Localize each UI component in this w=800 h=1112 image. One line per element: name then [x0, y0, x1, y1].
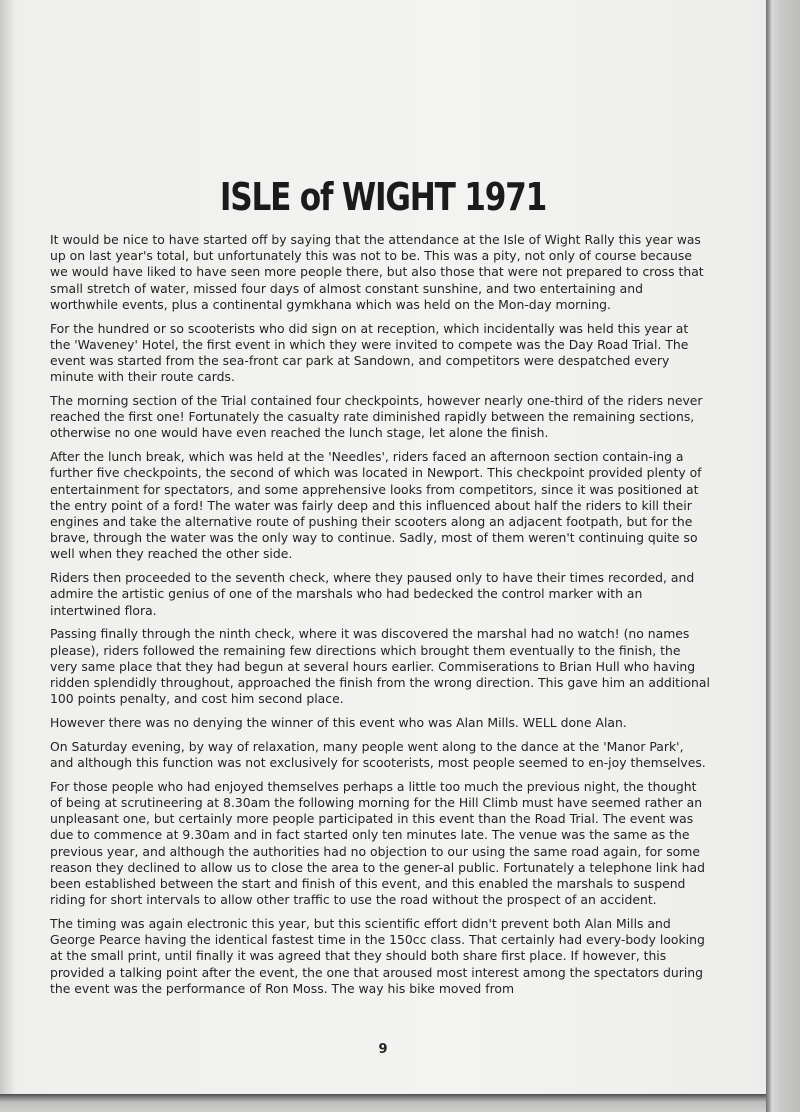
paragraph: The timing was again electronic this year, but this scientific effort didn't prevent both Alan Mills and George Pearce having the identical fastest time in the 150cc class. That certainly had every-body looking at the small print, until finally it was agreed that they should both share first place. If however, this provided a talking point after the event, the one that aroused most interest among the spectators during the event was the performance of Ron Moss. The way his bike moved from [50, 916, 705, 996]
paragraph: For those people who had enjoyed themselves perhaps a little too much the previous night, the thought of being at scrutineering at 8.30am the following morning for the Hill Climb must have seemed rather an unpleasant one, but certainly more people participated in this event than the Road Trial. The event was due to commence at 9.30am and in fact started only ten minutes late. The venue was the same as the previous year, and although the authorities had no objection to our using the same road again, for some reason they declined to allow us to close the area to the gener-al public. Fortunately a telephone link had been established between the start and finish of this event, and this enabled the marshals to suspend riding for short intervals to allow other traffic to use the road without the prospect of an accident. [50, 778, 705, 908]
article-body [50, 232, 710, 1005]
paragraph: However there was no denying the winner of this event who was Alan Mills. WELL done Alan. [50, 715, 627, 731]
article-title: ISLE of WIGHT 1971 [219, 175, 547, 220]
page-spine-shadow [0, 0, 14, 1094]
paragraph: The morning section of the Trial contained four checkpoints, however nearly one-third of the riders never reached the first one! Fortunately the casualty rate diminished rapidly between the remaining sections, otherwise no one would have even reached the lunch stage, let alone the finish. [50, 393, 703, 441]
paragraph: It would be nice to have started off by saying that the attendance at the Isle of Wight Rally this year was up on last year's total, but unfortunately this was not to be. This was a pity, not only of course because we would have liked to have seen more people there, but also those that were not prepared to cross that small stretch of water, missed four days of almost constant sunshine, and two entertaining and worthwhile events, plus a continental gymkhana which was held on the Mon-day morning. [50, 232, 704, 312]
paragraph: Passing finally through the ninth check, where it was discovered the marshal had no watch! (no names please), riders followed the remaining few directions which brought them eventually to the finish, the very same place that they had begun at several hours earlier. Commiserations to Brian Hull who having ridden splendidly throughout, approached the finish from the wrong direction. This gave him an additional 100 points penalty, and cost him second place. [50, 626, 710, 707]
page-edge-right [766, 0, 800, 1112]
paragraph: After the lunch break, which was held at the 'Needles', riders faced an afternoon section contain-ing a further five checkpoints, the second of which was located in Newport. This checkpoint provided plenty of entertainment for spectators, and some apprehensive looks from competitors, since it was positioned at the entry point of a ford! The water was fairly deep and this influenced about half the riders to kill their engines and take the alternative route of pushing their scooters along an adjacent footpath, but for the brave, through the water was the only way to continue. Sadly, most of them weren't continuing quite so well when they reached the other side. [50, 449, 702, 562]
page-edge-bottom [0, 1094, 766, 1112]
paragraph: On Saturday evening, by way of relaxation, many people went along to the dance at the 'Manor Park', and although this function was not exclusively for scooterists, most people seemed to en-joy themselves. [50, 738, 706, 771]
page-number: 9 [378, 1042, 388, 1057]
paragraph: Riders then proceeded to the seventh check, where they paused only to have their times recorded, and admire the artistic genius of one of the marshals who had bedecked the control marker with an intertwined flora. [50, 570, 695, 618]
paragraph: For the hundred or so scooterists who did sign on at reception, which incidentally was held this year at the 'Waveney' Hotel, the first event in which they were invited to compete was the Day Road Trial. The event was started from the sea-front car park at Sandown, and competitors were despatched every minute with their route cards. [50, 320, 689, 385]
